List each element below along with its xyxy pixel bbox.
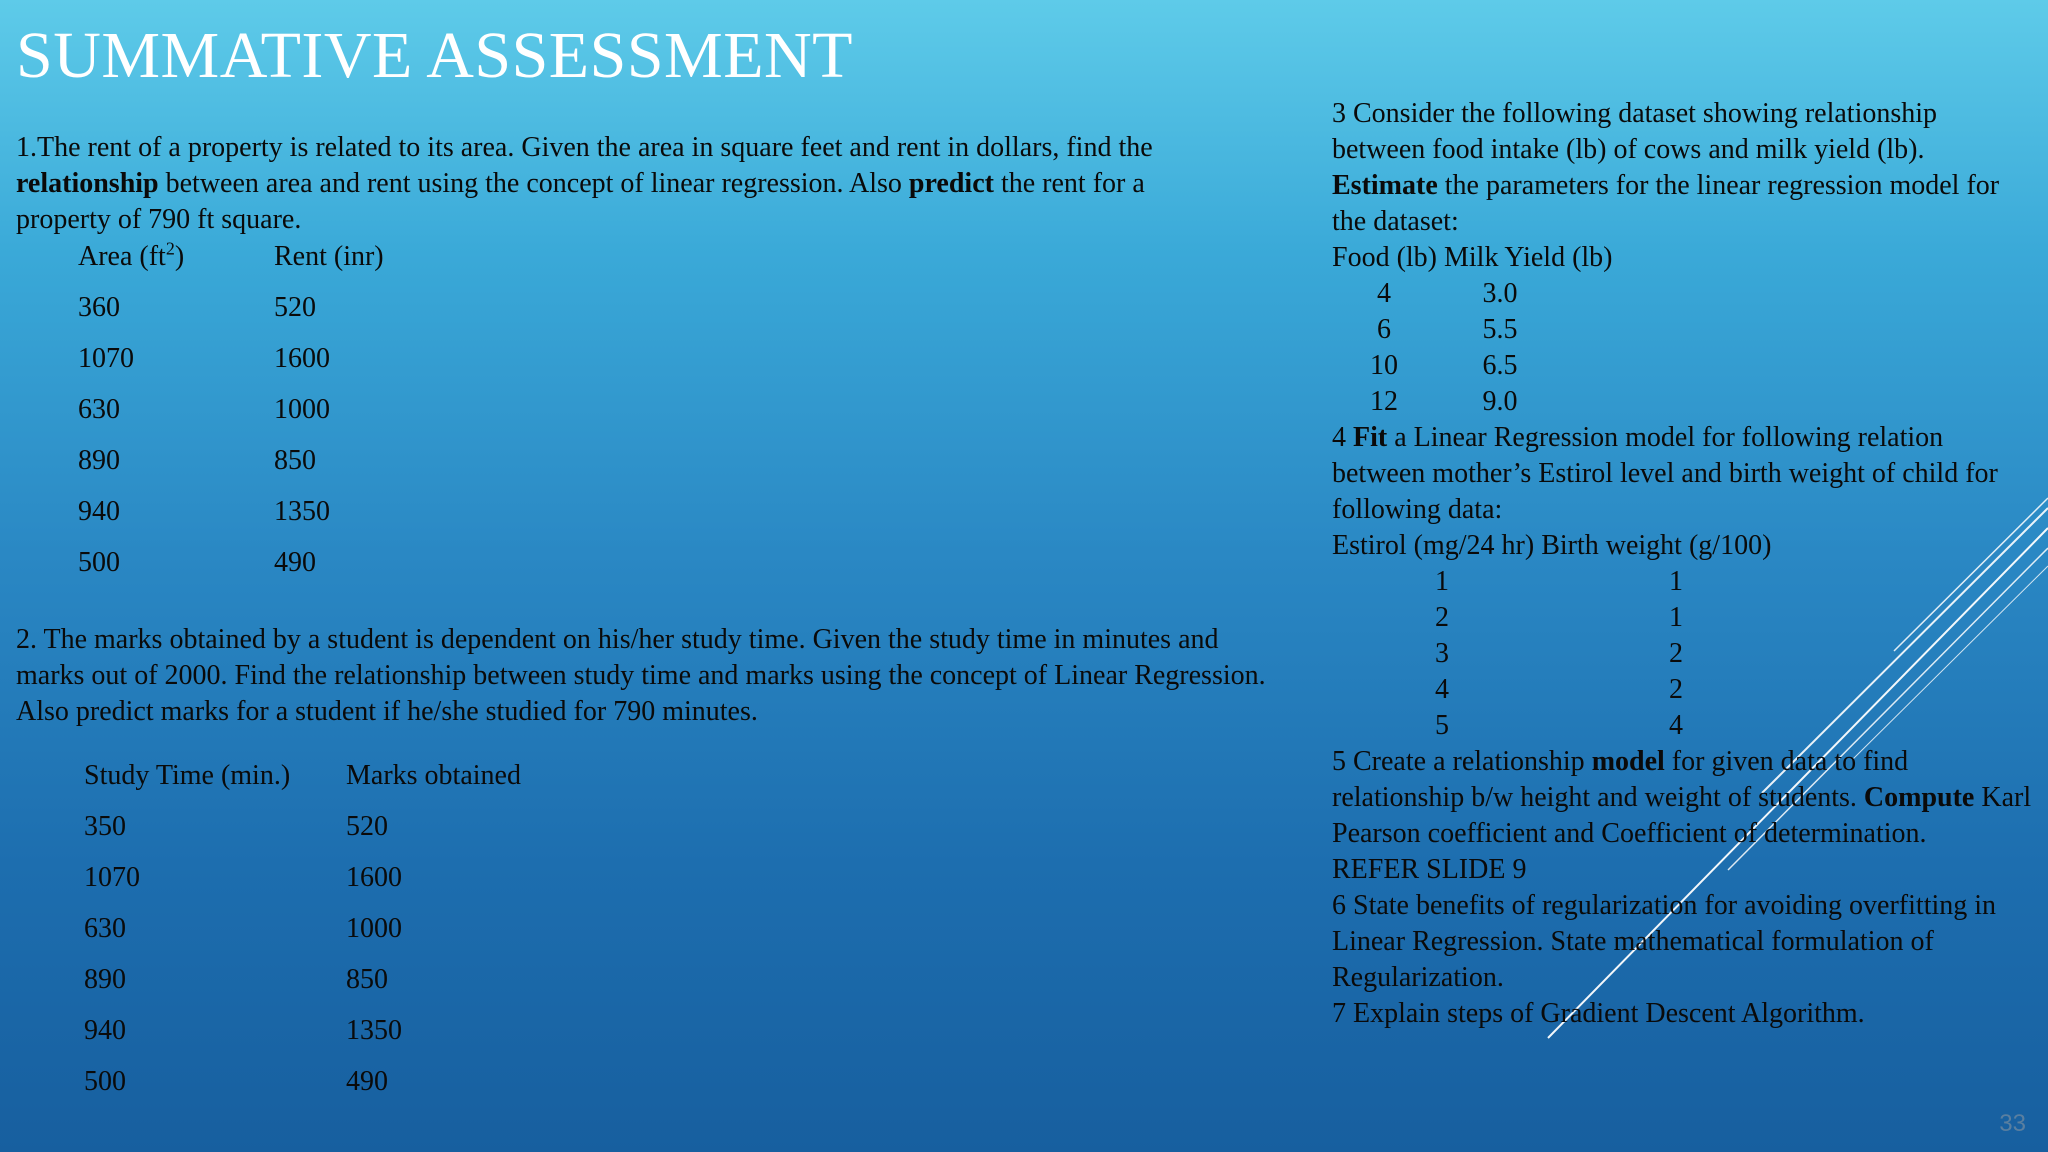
food-cell: 4 (1377, 278, 1391, 309)
marks-cell: 1000 (346, 913, 402, 944)
time-cell: 940 (84, 1015, 126, 1046)
weight-cell: 1 (1669, 566, 1683, 597)
food-cell: 12 (1370, 386, 1398, 417)
milk-cell: 3.0 (1482, 278, 1518, 309)
rent-cell: 490 (274, 547, 316, 578)
table-row (1332, 312, 2032, 348)
question-7-text: 7 Explain steps of Gradient Descent Algorithm. (1332, 998, 1865, 1029)
rent-cell: 1000 (274, 394, 330, 425)
question-5-note: REFER SLIDE 9 (1332, 854, 1527, 885)
milk-cell: 6.5 (1482, 350, 1518, 381)
table-row (1332, 600, 2032, 636)
page-number: 33 (1999, 1110, 2026, 1137)
estirol-weight-header: Estirol (mg/24 hr) Birth weight (g/100) (1332, 530, 1772, 561)
time-cell: 1070 (84, 862, 140, 893)
rent-cell: 1600 (274, 343, 330, 374)
header-marks: Marks obtained (346, 760, 521, 791)
time-cell: 630 (84, 913, 126, 944)
question-4-text: 4 Fit a Linear Regression model for following relation between mother’s Estirol level and birth weight of child for following data: (1332, 422, 1998, 525)
marks-cell: 850 (346, 964, 388, 995)
header-rent: Rent (inr) (274, 241, 384, 272)
area-cell: 1070 (78, 343, 134, 374)
question-2-text: 2. The marks obtained by a student is dependent on his/her study time. Given the study time in minutes and marks out of 2000. Find the relationship between study time and marks using the concept of Linear Regression. Also predict marks for a student if he/she studied for 790 minutes. (16, 624, 1266, 727)
question-5-text: 5 Create a relationship model for given data to find relationship b/w height and weight of students. Compute Karl Pearson coefficient and Coefficient of determination. (1332, 746, 2032, 849)
table-row (1332, 708, 2032, 744)
table-row (1332, 564, 2032, 600)
marks-cell: 1600 (346, 862, 402, 893)
time-cell: 350 (84, 811, 126, 842)
area-cell: 890 (78, 445, 120, 476)
header-area: Area $(ft^2)$ (78, 238, 185, 272)
area-cell: 360 (78, 292, 120, 323)
estirol-cell: 1 (1435, 566, 1449, 597)
food-cell: 6 (1377, 314, 1391, 345)
slide-title: SUMMATIVE ASSESSMENT (16, 19, 853, 92)
estirol-cell: 2 (1435, 602, 1449, 633)
estirol-cell: 5 (1435, 710, 1449, 741)
area-cell: 500 (78, 547, 120, 578)
time-cell: 500 (84, 1066, 126, 1097)
header-study-time: Study Time (min.) (84, 760, 291, 791)
milk-cell: 9.0 (1482, 386, 1518, 417)
weight-cell: 4 (1669, 710, 1683, 741)
estirol-cell: 4 (1435, 674, 1449, 705)
estirol-weight-table (1332, 564, 2032, 744)
food-milk-header: Food (lb) Milk Yield (lb) (1332, 242, 1613, 273)
right-column (1332, 96, 2032, 1032)
rent-cell: 520 (274, 292, 316, 323)
question-1-text: 1.The rent of a property is related to its area. Given the area in square feet and rent in dollars, find the relationship between area and rent using the concept of linear regression. Also predict the rent for a property of 790 ft square. (16, 132, 1153, 235)
question-6-text: 6 State benefits of regularization for avoiding overfitting in Linear Regression. State mathematical formulation of Regularization. (1332, 890, 1997, 993)
food-cell: 10 (1370, 350, 1398, 381)
table-row (1332, 348, 2032, 384)
time-cell: 890 (84, 964, 126, 995)
marks-cell: 520 (346, 811, 388, 842)
area-cell: 940 (78, 496, 120, 527)
table-row (1332, 276, 2032, 312)
table-row (1332, 672, 2032, 708)
food-milk-table (1332, 276, 2032, 420)
rent-cell: 1350 (274, 496, 330, 527)
marks-cell: 490 (346, 1066, 388, 1097)
weight-cell: 2 (1669, 674, 1683, 705)
weight-cell: 2 (1669, 638, 1683, 669)
area-cell: 630 (78, 394, 120, 425)
estirol-cell: 3 (1435, 638, 1449, 669)
table-row (1332, 384, 2032, 420)
table-row (1332, 636, 2032, 672)
marks-cell: 1350 (346, 1015, 402, 1046)
milk-cell: 5.5 (1482, 314, 1518, 345)
question-3-text: 3 Consider the following dataset showing relationship between food intake (lb) of cows and milk yield (lb). Estimate the parameters for the linear regression model for the dataset: (1332, 98, 2000, 237)
rent-cell: 850 (274, 445, 316, 476)
weight-cell: 1 (1669, 602, 1683, 633)
